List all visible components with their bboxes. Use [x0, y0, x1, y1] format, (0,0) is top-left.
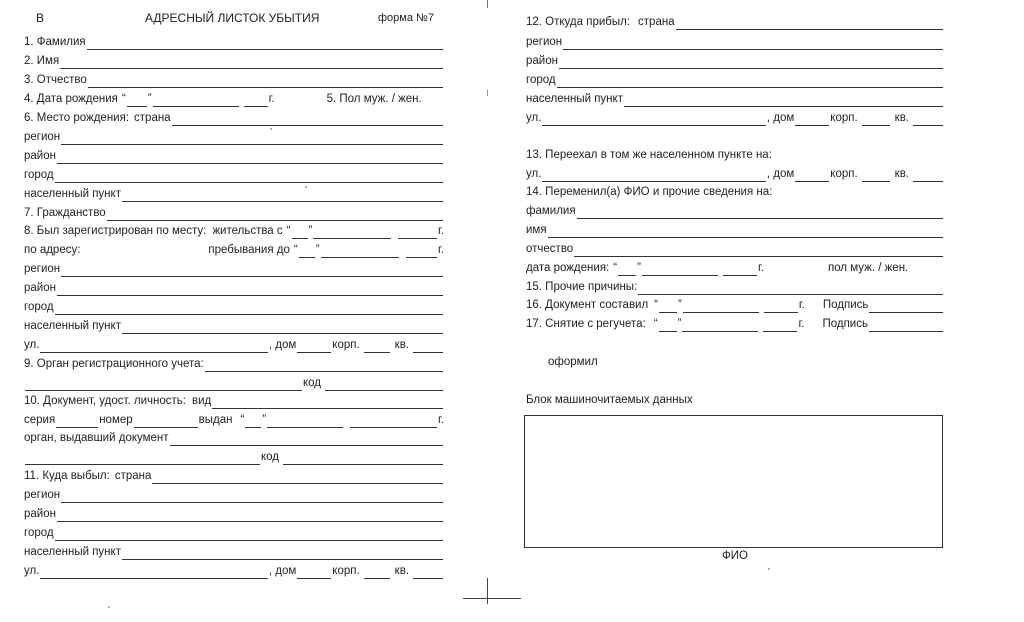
- dep-house-field[interactable]: [297, 568, 331, 579]
- id-issued-month-field[interactable]: [267, 417, 343, 428]
- arr-apt-field[interactable]: [913, 115, 943, 126]
- citizenship-field[interactable]: [107, 210, 443, 221]
- compiled-signature-field[interactable]: [869, 302, 943, 313]
- dep-apt-field[interactable]: [413, 568, 443, 579]
- residence-month-field[interactable]: [313, 228, 391, 239]
- arr-building-field[interactable]: [862, 115, 890, 126]
- dob-row: 4. Дата рождения “ ” г. 5. Пол муж. / жен.: [24, 93, 422, 105]
- arr-street-field[interactable]: [542, 115, 765, 126]
- fold-tick-mid: [487, 90, 488, 96]
- moved-street-field[interactable]: [542, 171, 765, 182]
- stay-year-field[interactable]: [406, 247, 437, 258]
- moved-same-label: 13. Переехал в том же населенном пункте на:: [526, 149, 772, 161]
- new-dob-day-field[interactable]: [618, 265, 636, 276]
- dereg-signature-field[interactable]: [869, 321, 943, 332]
- reg-street-field[interactable]: [40, 342, 267, 353]
- new-dob-year-field[interactable]: [723, 265, 757, 276]
- dep-address-row: ул. , дом корп. кв.: [24, 563, 444, 579]
- id-issuer-field-2[interactable]: [25, 454, 260, 465]
- reg-district-field[interactable]: [57, 285, 443, 296]
- form-letter: В: [36, 11, 45, 25]
- departed-row: 11. Куда выбыл: страна: [24, 468, 444, 484]
- dep-country-field[interactable]: [152, 473, 443, 484]
- dep-building-field[interactable]: [364, 568, 390, 579]
- birth-settlement-field[interactable]: [122, 191, 443, 202]
- dep-settlement-field[interactable]: [122, 549, 443, 560]
- reg-house-field[interactable]: [297, 342, 331, 353]
- dep-city-field[interactable]: [55, 530, 443, 541]
- fold-mark-vertical: [487, 578, 488, 604]
- birth-country-field[interactable]: [172, 115, 443, 126]
- arr-city-field[interactable]: [557, 77, 943, 88]
- stay-month-field[interactable]: [321, 247, 399, 258]
- surname-field[interactable]: [87, 39, 443, 50]
- reg-address-row: ул. , дом корп. кв.: [24, 337, 444, 353]
- dep-district-field[interactable]: [57, 511, 443, 522]
- id-doc-kind-field[interactable]: [212, 398, 443, 409]
- compiled-month-field[interactable]: [683, 302, 759, 313]
- moved-building-field[interactable]: [862, 171, 890, 182]
- id-issuer-field[interactable]: [170, 435, 443, 446]
- dob-year-field[interactable]: [244, 96, 268, 107]
- registered-row: 8. Был зарегистрирован по месту: жительства с “ ” г.: [24, 225, 444, 237]
- new-name-field[interactable]: [548, 227, 943, 238]
- machine-block-label: Блок машиночитаемых данных: [526, 394, 693, 406]
- residence-year-field[interactable]: [398, 228, 437, 239]
- moved-apt-field[interactable]: [913, 171, 943, 182]
- compiled-day-field[interactable]: [659, 302, 677, 313]
- reg-authority-field[interactable]: [205, 361, 443, 372]
- new-surname-field[interactable]: [577, 208, 943, 219]
- fold-mark-horizontal: [463, 598, 521, 599]
- processed-label: оформил: [548, 356, 598, 368]
- right-page: 12. Откуда прибыл: страна регион район город населенный пункт ул. , дом корп. кв. 13. Переехал в том же населенном пункте на: ул. , дом корп. кв. 14. Переменил(а) ФИО и прочие сведения на: фамилия имя отчество дата рождения: “ ” г. пол муж. / жен. 15. Прочие причины: 16. Документ составил “ ” г. Подпись 17. Снятие с регучета: “ ” г. Подпись оформил Блок машиночитаемых данных ФИО: [500, 0, 1024, 622]
- machine-readable-box: [524, 415, 943, 548]
- dob-day-field[interactable]: [127, 96, 147, 107]
- arrived-row: 12. Откуда прибыл: страна: [526, 14, 944, 30]
- arr-settlement-field[interactable]: [624, 96, 943, 107]
- scan-speck: [270, 128, 272, 130]
- birth-region-field[interactable]: [61, 134, 443, 145]
- reg-settlement-field[interactable]: [122, 323, 443, 334]
- scan-speck: [108, 606, 110, 608]
- reg-authority-field-2[interactable]: [25, 380, 302, 391]
- arr-house-field[interactable]: [795, 115, 829, 126]
- other-reasons-field[interactable]: [638, 284, 943, 295]
- surname-row: 1. Фамилия: [24, 34, 444, 50]
- form-title: АДРЕСНЫЙ ЛИСТОК УБЫТИЯ: [145, 11, 320, 25]
- id-doc-row: 10. Документ, удост. личность: вид: [24, 393, 444, 409]
- deregistration-row: 17. Снятие с регучета: “ ” г. Подпись: [526, 316, 944, 332]
- reg-region-field[interactable]: [61, 266, 443, 277]
- id-issued-year-field[interactable]: [350, 417, 437, 428]
- reg-authority-code-field[interactable]: [325, 380, 443, 391]
- birth-district-field[interactable]: [57, 153, 443, 164]
- reg-city-field[interactable]: [55, 304, 443, 315]
- id-issuer-code-field[interactable]: [283, 454, 443, 465]
- scan-speck: [305, 186, 307, 188]
- dep-region-field[interactable]: [61, 492, 443, 503]
- moved-address-row: ул. , дом корп. кв.: [526, 166, 944, 182]
- dereg-year-field[interactable]: [763, 321, 797, 332]
- arr-country-field[interactable]: [676, 19, 943, 30]
- compiled-year-field[interactable]: [764, 302, 798, 313]
- dob-month-field[interactable]: [153, 96, 239, 107]
- dereg-day-field[interactable]: [659, 321, 677, 332]
- reg-apt-field[interactable]: [413, 342, 443, 353]
- new-patronymic-field[interactable]: [574, 246, 943, 257]
- stay-row: по адресу: пребывания до “ ” г.: [24, 244, 444, 256]
- id-series-field[interactable]: [56, 417, 98, 428]
- patronymic-row: 3. Отчество: [24, 72, 444, 88]
- form-number: форма №7: [378, 12, 434, 24]
- name-row: 2. Имя: [24, 53, 444, 69]
- id-issued-day-field[interactable]: [245, 417, 261, 428]
- new-sex-label: пол муж. / жен.: [827, 262, 909, 274]
- changed-fio-label: 14. Переменил(а) ФИО и прочие сведения на:: [526, 186, 773, 198]
- name-field[interactable]: [60, 58, 443, 69]
- scan-speck: [768, 568, 770, 570]
- id-number-field[interactable]: [134, 417, 198, 428]
- fold-tick-top: [487, 0, 488, 8]
- birth-city-field[interactable]: [55, 172, 443, 183]
- new-dob-row: дата рождения: “ ” г. пол муж. / жен.: [526, 262, 909, 274]
- dereg-month-field[interactable]: [682, 321, 758, 332]
- moved-house-field[interactable]: [795, 171, 829, 182]
- birthplace-row: 6. Место рождения: страна: [24, 110, 444, 126]
- stay-day-field[interactable]: [299, 247, 315, 258]
- arr-address-row: ул. , дом корп. кв.: [526, 110, 944, 126]
- left-page: В АДРЕСНЫЙ ЛИСТОК УБЫТИЯ форма №7 1. Фамилия 2. Имя 3. Отчество 4. Дата рождения “ ” г. 5. Пол муж. / жен. 6. Место рождения: страна регион район город населенный пункт 7. Гражданство 8. Был зарегистрирован по месту: жительства с “ ” г. по адресу: пребывания до “ ” г. регион район город населенный пункт ул. , дом корп. кв. 9. Орган регистрационного учета: код 10. Документ, удост. личность: вид серия номер выдан “ ” г. орган, выдавший документ код 11. Куда выбыл: страна регион район город населенный пункт ул. , дом корп. кв.: [24, 11, 444, 577]
- dep-street-field[interactable]: [40, 568, 267, 579]
- arr-district-field[interactable]: [559, 58, 943, 69]
- patronymic-field[interactable]: [88, 77, 443, 88]
- sex-label: 5. Пол муж. / жен.: [326, 93, 422, 105]
- new-dob-month-field[interactable]: [642, 265, 718, 276]
- reg-building-field[interactable]: [364, 342, 390, 353]
- fio-label: ФИО: [722, 550, 748, 562]
- residence-day-field[interactable]: [292, 228, 308, 239]
- doc-compiled-row: 16. Документ составил “ ” г. Подпись: [526, 297, 944, 313]
- arr-region-field[interactable]: [563, 39, 943, 50]
- id-doc-series-row: серия номер выдан “ ” г.: [24, 414, 444, 426]
